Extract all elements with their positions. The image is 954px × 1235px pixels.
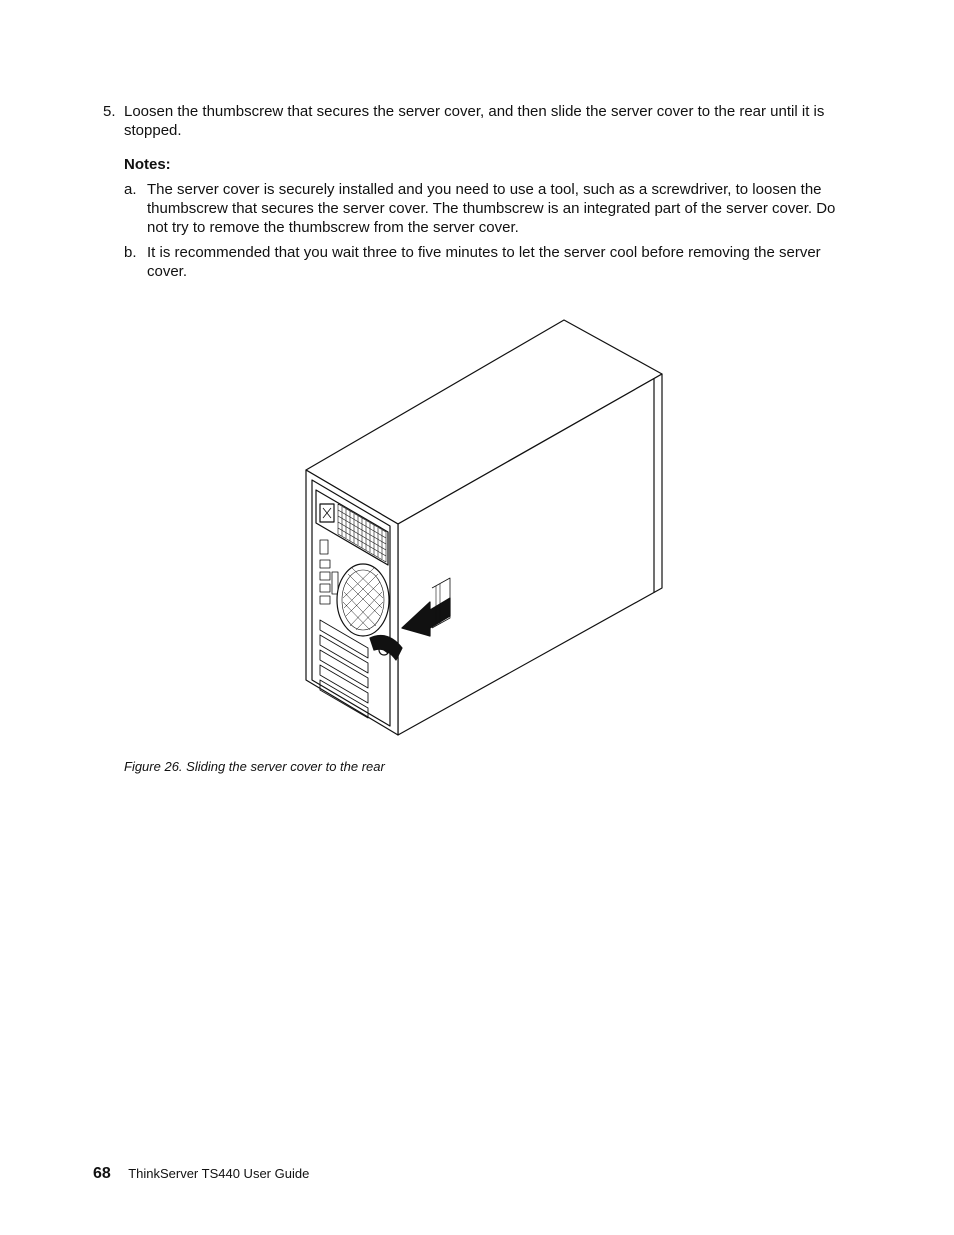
note-text: The server cover is securely installed and you need to use a tool, such as a screwdriver, to loosen the thumbscrew that secures the server cover. The thumbscrew is an integrated part of the server cover. Do not try to remove the thumbscrew from the server cover. bbox=[147, 181, 836, 236]
page-footer bbox=[93, 1164, 309, 1184]
note-b bbox=[124, 243, 844, 281]
step-text: Loosen the thumbscrew that secures the server cover, and then slide the server cover to the rear until it is stopped. bbox=[124, 103, 825, 139]
note-text: It is recommended that you wait three to five minutes to let the server cool before removing the server cover. bbox=[147, 244, 821, 280]
note-letter: a. bbox=[124, 181, 137, 198]
server-drawing bbox=[290, 310, 680, 750]
page-number: 68 bbox=[93, 1165, 111, 1182]
guide-title: ThinkServer TS440 User Guide bbox=[128, 1166, 310, 1181]
note-a bbox=[124, 180, 844, 237]
note-letter: b. bbox=[124, 244, 137, 261]
notes-heading: Notes: bbox=[124, 156, 171, 173]
rear-fan bbox=[337, 564, 389, 636]
server-illustration bbox=[290, 310, 680, 750]
step-number: 5. bbox=[103, 103, 116, 120]
step-5 bbox=[103, 102, 843, 140]
figure-caption: Figure 26. Sliding the server cover to the rear bbox=[124, 759, 385, 774]
